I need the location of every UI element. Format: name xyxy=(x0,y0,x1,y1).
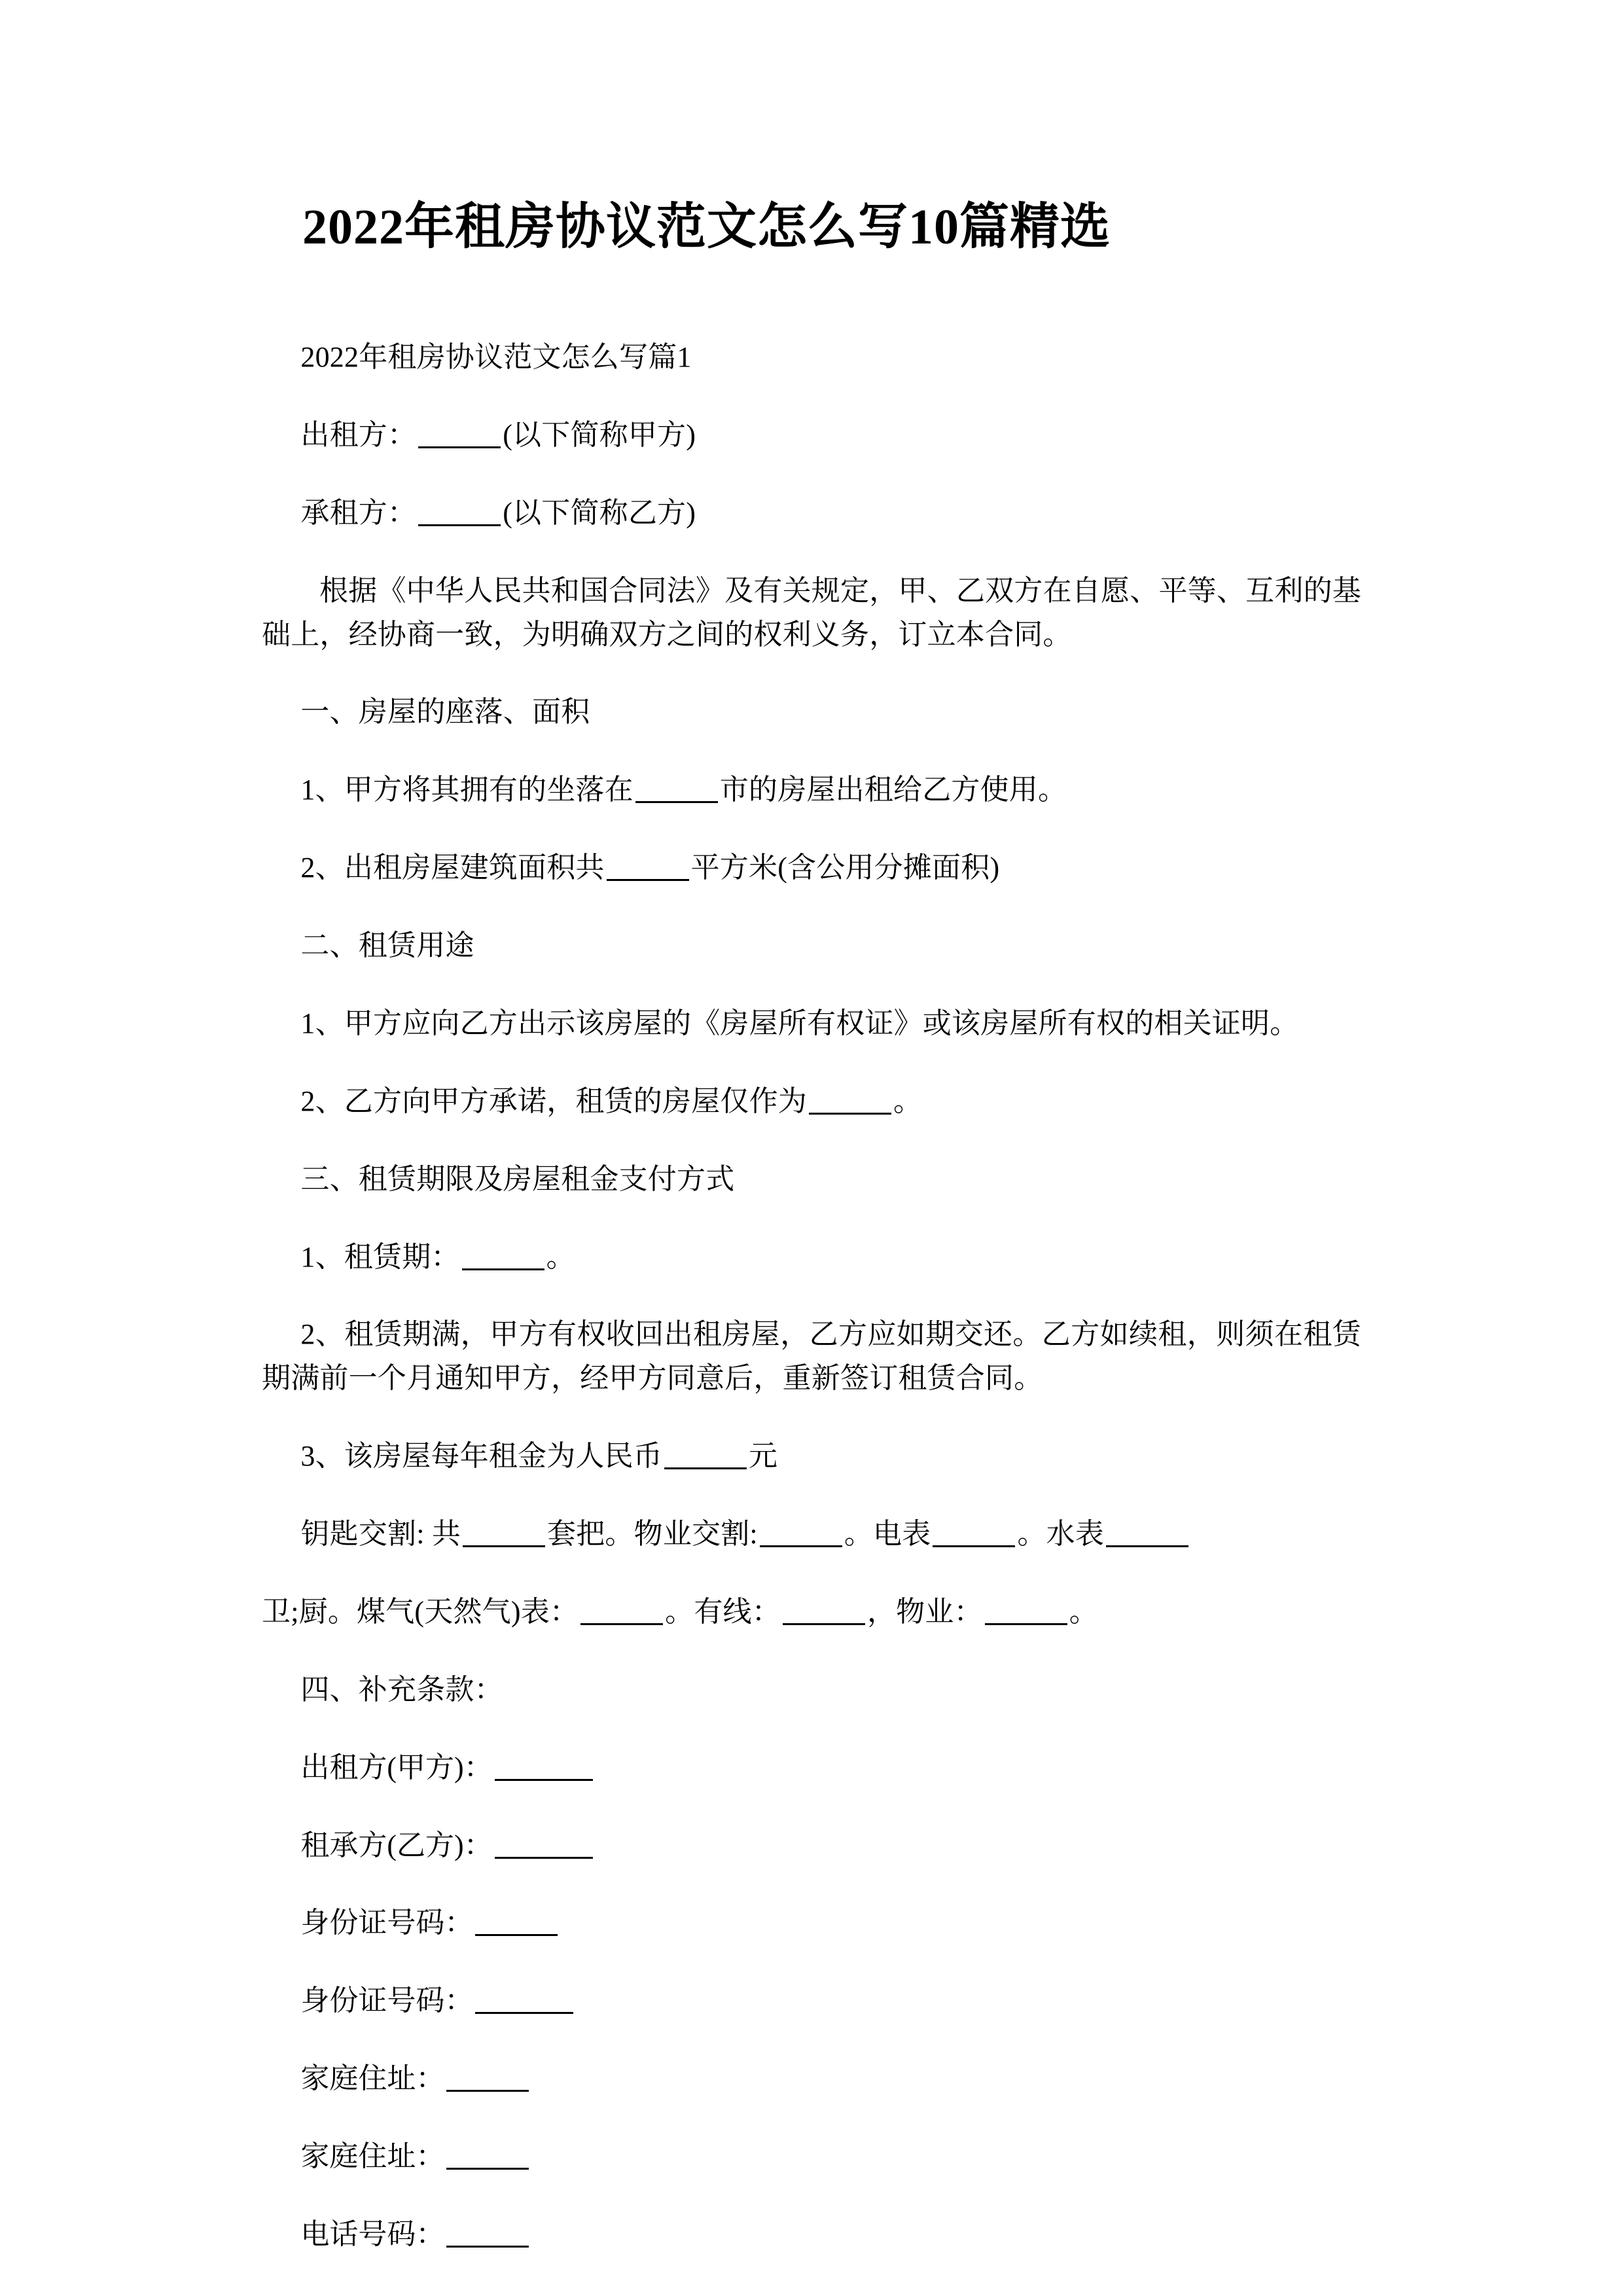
usage-blank[interactable] xyxy=(809,1093,891,1115)
electric-meter-blank[interactable] xyxy=(933,1526,1015,1547)
handover-end-mark: 。 xyxy=(1069,1595,1098,1628)
annual-rent-blank[interactable] xyxy=(664,1448,747,1469)
lessee-label: 承租方： xyxy=(300,496,417,529)
signature-address-lessor xyxy=(262,2057,1361,2101)
section-2-item-2-pre: 2、乙方向甲方承诺，租赁的房屋仅作为 xyxy=(300,1085,807,1117)
document-subtitle: 2022年租房协议范文怎么写篇1 xyxy=(300,341,692,373)
electric-meter-label: 。电表 xyxy=(844,1518,931,1550)
signature-address-lessee-label: 家庭住址： xyxy=(300,2140,445,2172)
signature-address-lessee xyxy=(262,2135,1361,2179)
section-3-item-1-pre: 1、租赁期： xyxy=(300,1240,460,1273)
preamble-paragraph: 根据《中华人民共和国合同法》及有关规定，甲、乙双方在自愿、平等、互利的基础上，经协商一致，为明确双方之间的权利义务，订立本合同。 xyxy=(262,574,1361,651)
signature-lessee-blank[interactable] xyxy=(495,1837,593,1859)
page-title: 2022年租房协议范文怎么写10篇精选 xyxy=(302,200,1111,255)
gas-meter-label: 煤气(天然气)表： xyxy=(357,1595,579,1628)
lease-term-blank[interactable] xyxy=(462,1249,544,1270)
section-2-item-2 xyxy=(262,1080,1361,1124)
section-1-item-1 xyxy=(262,768,1361,812)
section-3-item-1 xyxy=(262,1236,1361,1280)
lessee-line xyxy=(262,492,1361,535)
key-handover-label: 钥匙交割: 共 xyxy=(300,1518,461,1550)
signature-lessee-label: 租承方(乙方)： xyxy=(300,1829,493,1861)
section-heading-1: 一、房屋的座落、面积 xyxy=(300,696,590,728)
lessor-alias: (以下简称甲方) xyxy=(503,418,696,451)
lessee-blank[interactable] xyxy=(418,505,501,526)
signature-phone-blank[interactable] xyxy=(446,2226,529,2248)
signature-lessee xyxy=(262,1824,1361,1868)
management-label: ，物业： xyxy=(866,1595,983,1628)
section-3-item-2: 2、租赁期满，甲方有权收回出租房屋，乙方应如期交还。乙方如续租，则须在租赁期满前一个月通知甲方，经甲方同意后，重新签订租赁合同。 xyxy=(262,1318,1361,1395)
signature-lessor-label: 出租方(甲方)： xyxy=(300,1751,493,1784)
section-2-item-1: 1、甲方应向乙方出示该房屋的《房屋所有权证》或该房屋所有权的相关证明。 xyxy=(300,1007,1299,1039)
section-1-item-1-post: 市的房屋出租给乙方使用。 xyxy=(719,774,1067,806)
handover-line-1 xyxy=(262,1513,1361,1556)
gas-meter-blank[interactable] xyxy=(580,1604,663,1625)
signature-address-lessee-blank[interactable] xyxy=(446,2148,529,2170)
section-3-item-3-post: 元 xyxy=(749,1440,778,1473)
section-1-item-2-pre: 2、出租房屋建筑面积共 xyxy=(300,852,605,884)
lessor-line xyxy=(262,414,1361,457)
management-blank[interactable] xyxy=(985,1604,1067,1625)
water-meter-label: 。水表 xyxy=(1017,1518,1105,1550)
signature-phone-label: 电话号码： xyxy=(300,2217,445,2250)
lessor-label: 出租方： xyxy=(300,418,417,451)
section-1-item-2 xyxy=(262,846,1361,890)
signature-id-lessee-blank[interactable] xyxy=(475,1992,573,2014)
water-meter-blank[interactable] xyxy=(1106,1526,1188,1547)
section-1-item-2-post: 平方米(含公用分摊面积) xyxy=(690,852,1000,884)
lessee-alias: (以下简称乙方) xyxy=(503,496,696,529)
signature-lessor xyxy=(262,1746,1361,1790)
section-3-item-3 xyxy=(262,1435,1361,1479)
signature-id-lessor-label: 身份证号码： xyxy=(300,1907,474,1939)
property-handover-label: 物业交割: xyxy=(633,1518,758,1550)
section-heading-3: 三、租赁期限及房屋租金支付方式 xyxy=(300,1162,735,1195)
section-2-item-2-post: 。 xyxy=(893,1085,923,1117)
section-3-item-1-post: 。 xyxy=(546,1240,575,1273)
key-unit-label: 套把。 xyxy=(547,1518,634,1550)
signature-address-lessor-label: 家庭住址： xyxy=(300,2062,445,2095)
signature-id-lessee-label: 身份证号码： xyxy=(300,1984,474,2017)
cable-label: 。有线： xyxy=(665,1595,781,1628)
document-body xyxy=(262,336,1361,2257)
signature-address-lessor-blank[interactable] xyxy=(446,2070,529,2092)
signature-id-lessor-blank[interactable] xyxy=(475,1914,558,1936)
key-count-blank[interactable] xyxy=(463,1526,545,1547)
signature-lessor-blank[interactable] xyxy=(495,1759,593,1781)
signature-id-lessor xyxy=(262,1901,1361,1945)
signature-phone xyxy=(262,2213,1361,2257)
section-1-item-1-pre: 1、甲方将其拥有的坐落在 xyxy=(300,774,633,806)
property-handover-blank[interactable] xyxy=(760,1526,842,1547)
signature-id-lessee xyxy=(262,1979,1361,2023)
location-blank[interactable] xyxy=(635,781,718,803)
handover-line-2 xyxy=(262,1590,1361,1634)
area-blank[interactable] xyxy=(607,859,689,881)
rooms-label: 卫;厨。 xyxy=(262,1595,357,1628)
section-heading-2: 二、租赁用途 xyxy=(300,929,474,961)
lessor-blank[interactable] xyxy=(418,427,501,448)
cable-blank[interactable] xyxy=(783,1604,865,1625)
section-heading-4: 四、补充条款： xyxy=(300,1673,503,1706)
section-3-item-3-pre: 3、该房屋每年租金为人民币 xyxy=(300,1440,662,1473)
